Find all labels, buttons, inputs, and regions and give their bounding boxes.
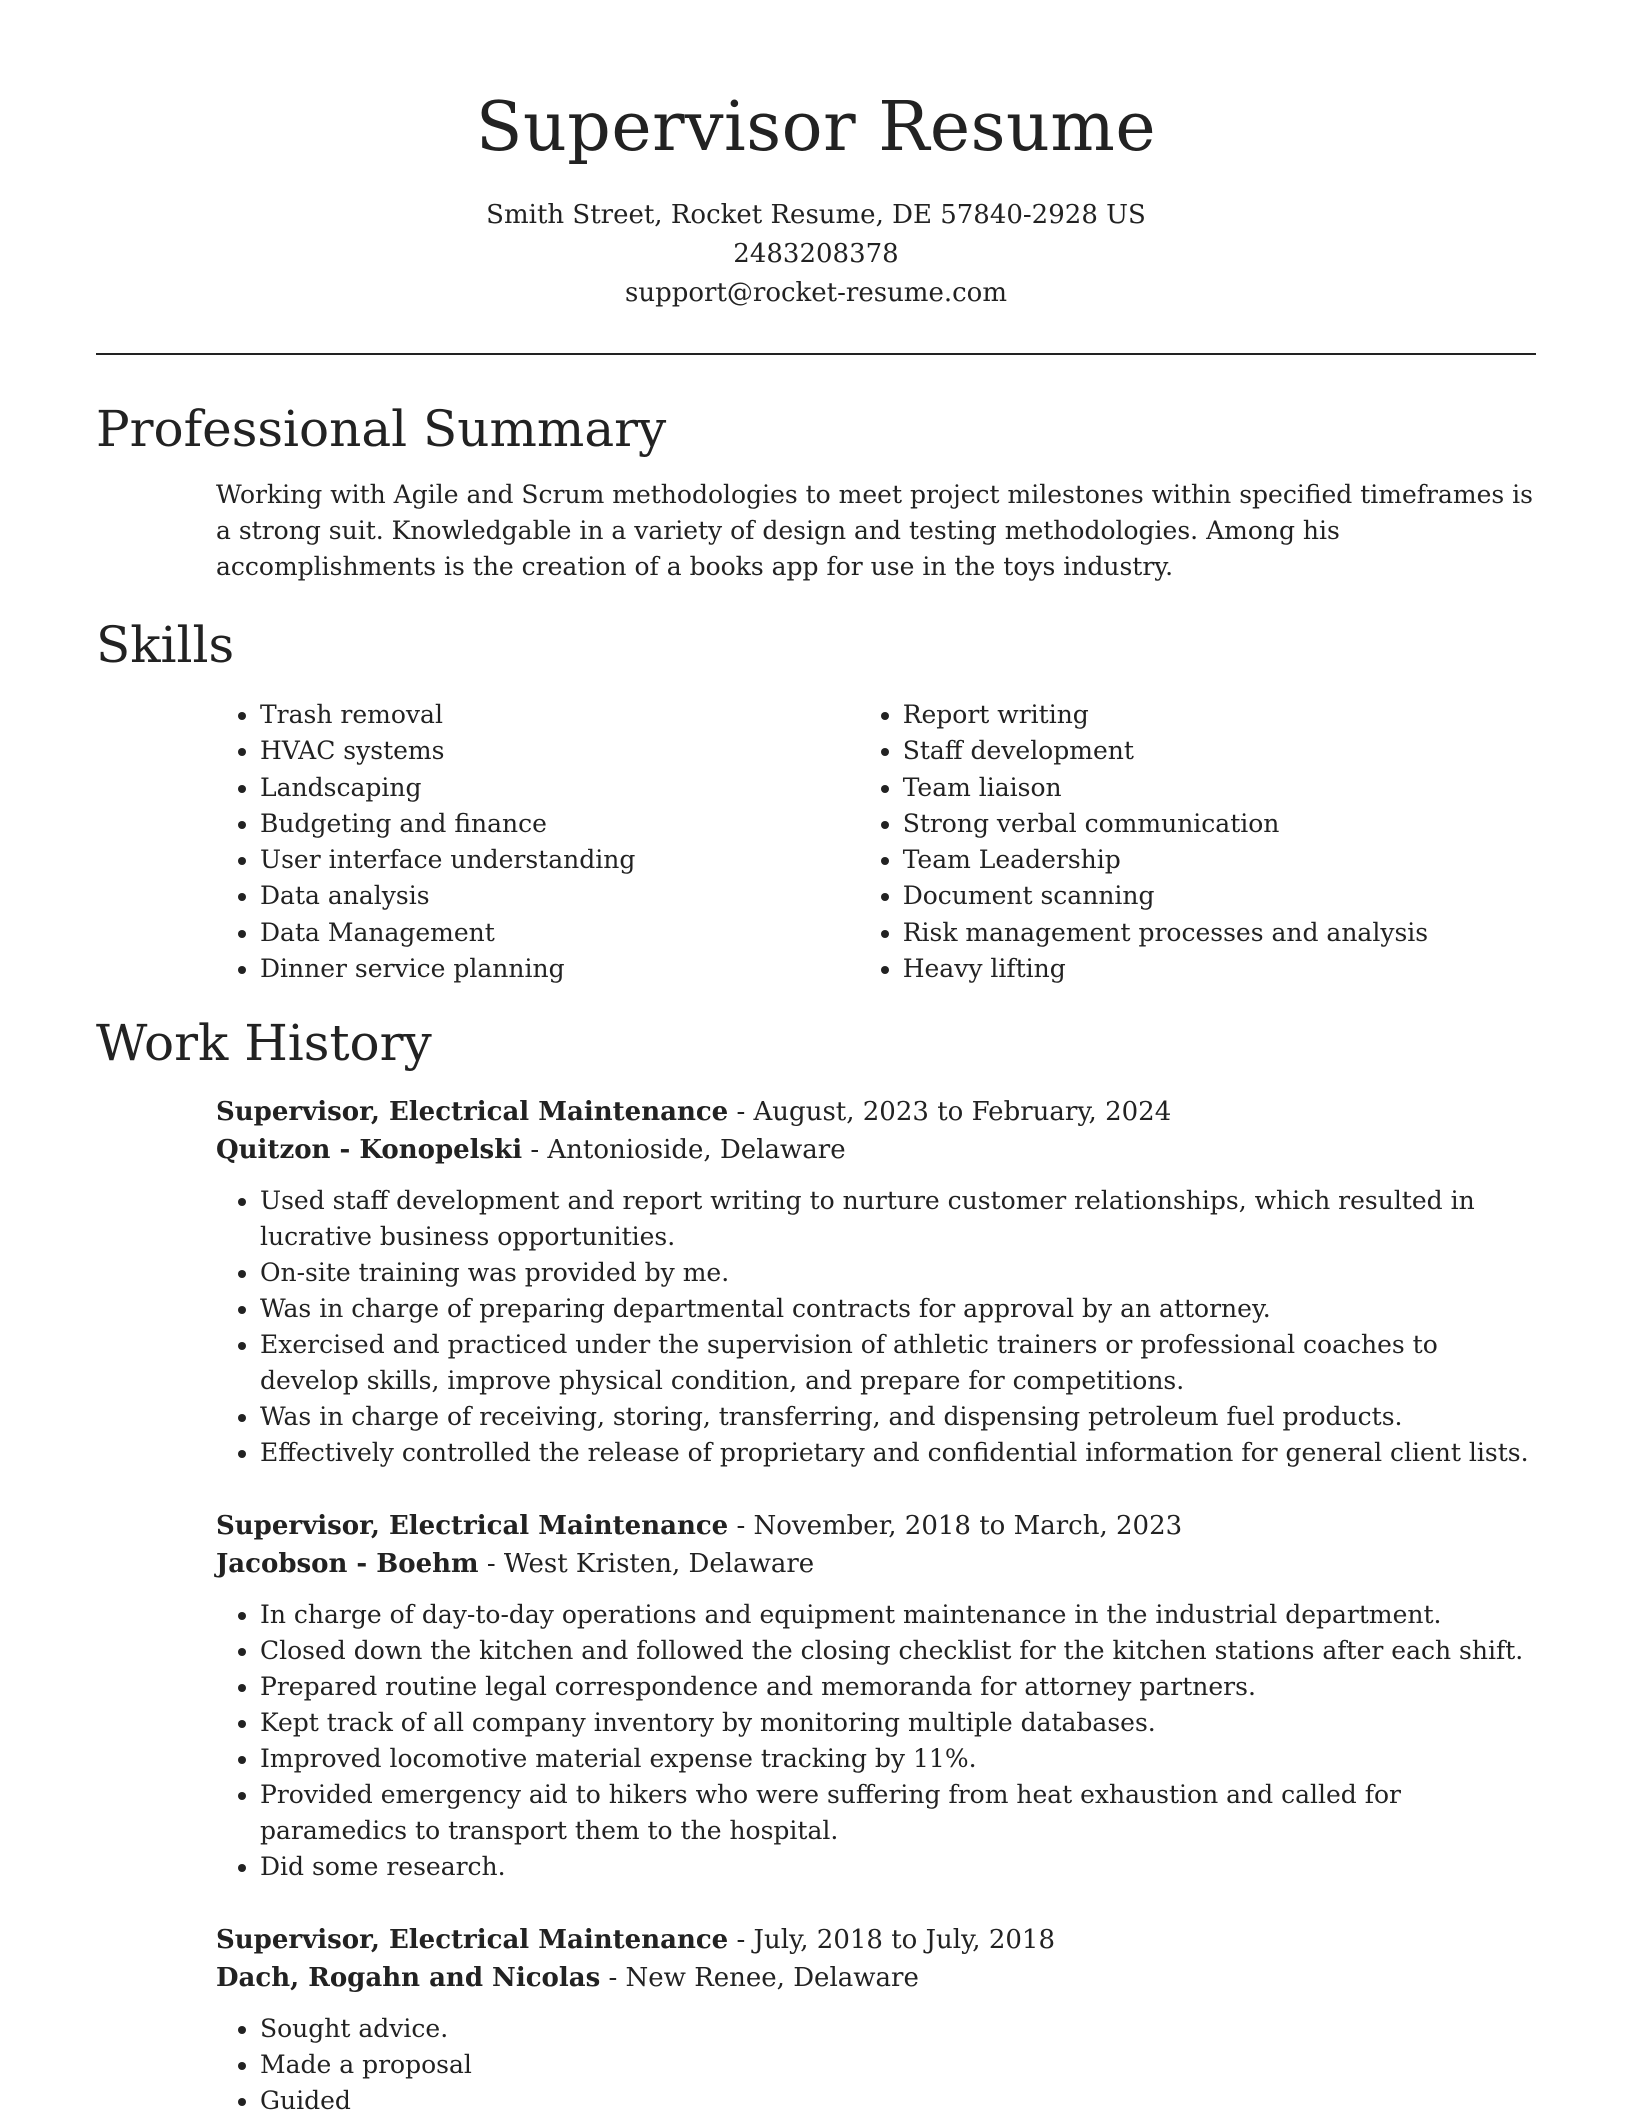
job-company-line <box>216 1545 1536 1583</box>
job-bullet: • Made a proposal <box>260 2047 1536 2083</box>
job-company: Dach, Rogahn and Nicolas <box>216 1963 601 1994</box>
job-bullet: • Guided <box>260 2083 1536 2119</box>
job-bullet: • Effectively controlled the release of proprietary and confidential information for general client lists. <box>260 1435 1536 1471</box>
job-bullets <box>216 1183 1536 1471</box>
job-entry-3 <box>216 1921 1536 2119</box>
job-title-line <box>216 1507 1536 1545</box>
contact-phone: 2483208378 <box>733 239 899 269</box>
skills-column-right <box>859 697 1536 987</box>
header-divider <box>96 353 1536 355</box>
skill-item: • Team Leadership <box>903 842 1536 878</box>
job-dates: - August, 2023 to February, 2024 <box>728 1097 1172 1128</box>
summary-text: Working with Agile and Scrum methodologies to meet project milestones within specified timeframes is a strong suit. Knowledgable in a variety of design and testing methodologies. Among his accomplishments is the creation of a books app for use in the toys industry. <box>216 480 1533 581</box>
job-title-line <box>216 1921 1536 1959</box>
contact-block <box>96 196 1536 313</box>
job-title: Supervisor, Electrical Maintenance <box>216 1097 729 1128</box>
skill-item: • Dinner service planning <box>260 951 859 987</box>
job-location: - West Kristen, Delaware <box>478 1549 815 1580</box>
skill-item: • Data analysis <box>260 878 859 914</box>
skill-item: • Document scanning <box>903 878 1536 914</box>
job-bullet: • Was in charge of receiving, storing, transferring, and dispensing petroleum fuel products. <box>260 1399 1536 1435</box>
skill-item: • User interface understanding <box>260 842 859 878</box>
job-dates: - July, 2018 to July, 2018 <box>728 1925 1055 1956</box>
job-company-line <box>216 1131 1536 1169</box>
job-title: Supervisor, Electrical Maintenance <box>216 1925 729 1956</box>
contact-address: Smith Street, Rocket Resume, DE 57840-2928 US <box>486 200 1146 230</box>
job-location: - New Renee, Delaware <box>600 1963 919 1994</box>
job-bullet: • Improved locomotive material expense tracking by 11%. <box>260 1741 1536 1777</box>
skills-column-left <box>216 697 859 987</box>
job-company: Jacobson - Boehm <box>216 1549 479 1580</box>
skill-item: • Report writing <box>903 697 1536 733</box>
skill-item: • Team liaison <box>903 770 1536 806</box>
skills-heading: Skills <box>96 616 235 674</box>
skill-item: • Landscaping <box>260 770 859 806</box>
resume-page <box>96 0 1536 2119</box>
job-bullets <box>216 1597 1536 1885</box>
job-bullet: • Was in charge of preparing departmental contracts for approval by an attorney. <box>260 1291 1536 1327</box>
skill-item: • Staff development <box>903 733 1536 769</box>
skill-item: • Heavy lifting <box>903 951 1536 987</box>
job-company: Quitzon - Konopelski <box>216 1135 523 1166</box>
job-location: - Antonioside, Delaware <box>522 1135 846 1166</box>
job-bullet: • Exercised and practiced under the supervision of athletic trainers or professional coaches to develop skills, improve physical condition, and prepare for competitions. <box>260 1327 1536 1399</box>
job-bullet: • Prepared routine legal correspondence and memoranda for attorney partners. <box>260 1669 1536 1705</box>
skill-item: • Trash removal <box>260 697 859 733</box>
skill-item: • Budgeting and finance <box>260 806 859 842</box>
job-bullet: • Kept track of all company inventory by monitoring multiple databases. <box>260 1705 1536 1741</box>
skill-item: • HVAC systems <box>260 733 859 769</box>
job-bullet: • In charge of day-to-day operations and equipment maintenance in the industrial department. <box>260 1597 1536 1633</box>
job-company-line <box>216 1959 1536 1997</box>
job-title: Supervisor, Electrical Maintenance <box>216 1511 729 1542</box>
resume-title: Supervisor Resume <box>475 88 1157 167</box>
skill-item: • Strong verbal communication <box>903 806 1536 842</box>
skill-item: • Data Management <box>260 915 859 951</box>
job-bullet: • Sought advice. <box>260 2011 1536 2047</box>
job-bullet: • On-site training was provided by me. <box>260 1255 1536 1291</box>
job-bullet: • Closed down the kitchen and followed the closing checklist for the kitchen stations after each shift. <box>260 1633 1536 1669</box>
job-title-line <box>216 1093 1536 1131</box>
job-bullets <box>216 2011 1536 2119</box>
job-bullet: • Provided emergency aid to hikers who were suffering from heat exhaustion and called for paramedics to transport them to the hospital. <box>260 1777 1536 1849</box>
job-entry-1 <box>216 1093 1536 1471</box>
job-dates: - November, 2018 to March, 2023 <box>728 1511 1183 1542</box>
skills-list <box>216 697 1536 987</box>
contact-email: support@rocket-resume.com <box>624 278 1007 308</box>
summary-heading: Professional Summary <box>96 400 667 458</box>
work-history-heading: Work History <box>96 1014 432 1073</box>
job-bullet: • Did some research. <box>260 1849 1536 1885</box>
job-entry-2 <box>216 1507 1536 1885</box>
job-bullet: • Used staff development and report writing to nurture customer relationships, which resulted in lucrative business opportunities. <box>260 1183 1536 1255</box>
skill-item: • Risk management processes and analysis <box>903 915 1536 951</box>
